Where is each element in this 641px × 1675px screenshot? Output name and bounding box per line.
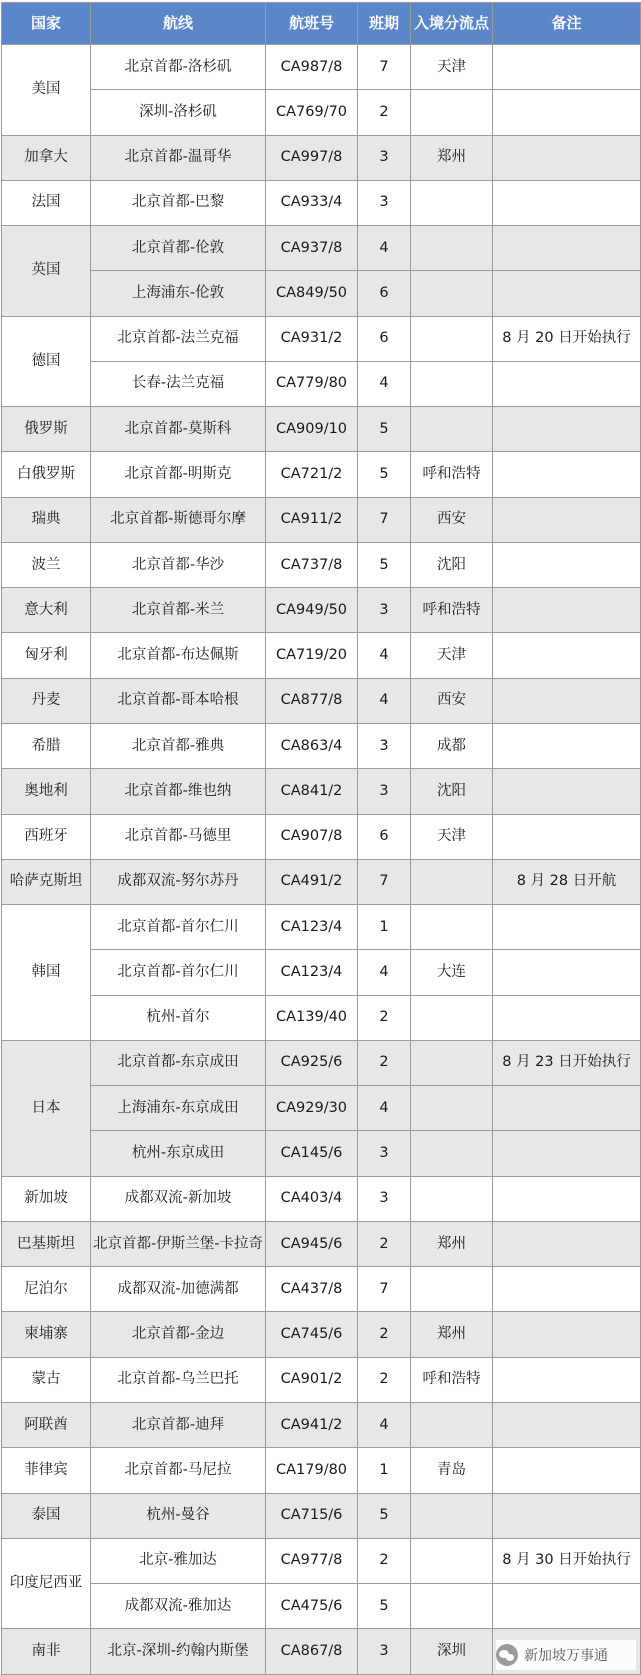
frequency-cell: 6	[358, 814, 411, 859]
table-row	[2, 407, 641, 452]
remark-cell	[493, 271, 641, 316]
frequency-cell: 3	[358, 180, 411, 225]
frequency-cell: 1	[358, 905, 411, 950]
remark-cell	[493, 1402, 641, 1447]
remark-cell	[493, 180, 641, 225]
entry-point-cell: 天津	[411, 45, 493, 90]
country-cell: 西班牙	[2, 814, 91, 859]
route-cell: 杭州-曼谷	[91, 1493, 266, 1538]
remark-cell	[493, 497, 641, 542]
flight-number-cell: CA909/10	[266, 407, 358, 452]
entry-point-cell: 呼和浩特	[411, 452, 493, 497]
route-cell: 杭州-首尔	[91, 995, 266, 1040]
table-row	[2, 452, 641, 497]
table-row	[2, 1357, 641, 1402]
entry-point-cell: 成都	[411, 723, 493, 768]
country-cell: 蒙古	[2, 1357, 91, 1402]
country-cell: 南非	[2, 1629, 91, 1674]
remark-cell	[493, 1086, 641, 1131]
route-cell: 北京首都-洛杉矶	[91, 45, 266, 90]
entry-point-cell: 青岛	[411, 1448, 493, 1493]
entry-point-cell	[411, 1493, 493, 1538]
entry-point-cell: 天津	[411, 814, 493, 859]
header-remark: 备注	[493, 3, 641, 45]
entry-point-cell	[411, 859, 493, 904]
watermark-text: 新加坡万事通	[524, 1648, 608, 1664]
frequency-cell: 3	[358, 1176, 411, 1221]
flight-number-cell: CA491/2	[266, 859, 358, 904]
flight-number-cell: CA841/2	[266, 769, 358, 814]
header-route: 航线	[91, 3, 266, 45]
table-row	[2, 769, 641, 814]
frequency-cell: 4	[358, 1402, 411, 1447]
entry-point-cell	[411, 407, 493, 452]
remark-cell	[493, 542, 641, 587]
route-cell: 北京首都-乌兰巴托	[91, 1357, 266, 1402]
table-row	[2, 1221, 641, 1266]
frequency-cell: 3	[358, 135, 411, 180]
country-cell: 日本	[2, 1040, 91, 1176]
table-row	[2, 1312, 641, 1357]
table-row	[2, 542, 641, 587]
remark-cell: 8 月 23 日开始执行	[493, 1040, 641, 1085]
country-cell: 白俄罗斯	[2, 452, 91, 497]
table-row	[2, 995, 641, 1040]
flight-number-cell: CA745/6	[266, 1312, 358, 1357]
table-row	[2, 814, 641, 859]
table-row	[2, 1086, 641, 1131]
frequency-cell: 3	[358, 723, 411, 768]
remark-cell	[493, 226, 641, 271]
remark-cell	[493, 950, 641, 995]
route-cell: 北京首都-温哥华	[91, 135, 266, 180]
route-cell: 北京首都-首尔仁川	[91, 950, 266, 995]
frequency-cell: 3	[358, 769, 411, 814]
frequency-cell: 4	[358, 226, 411, 271]
frequency-cell: 5	[358, 1493, 411, 1538]
country-cell: 柬埔寨	[2, 1312, 91, 1357]
flight-number-cell: CA911/2	[266, 497, 358, 542]
table-row	[2, 588, 641, 633]
flight-number-cell: CA901/2	[266, 1357, 358, 1402]
country-cell: 丹麦	[2, 678, 91, 723]
remark-cell	[493, 588, 641, 633]
country-cell: 菲律宾	[2, 1448, 91, 1493]
flight-number-cell: CA123/4	[266, 905, 358, 950]
entry-point-cell	[411, 1538, 493, 1583]
country-cell: 泰国	[2, 1493, 91, 1538]
frequency-cell: 2	[358, 90, 411, 135]
table-row	[2, 1448, 641, 1493]
table-row	[2, 1493, 641, 1538]
flight-number-cell: CA949/50	[266, 588, 358, 633]
country-cell: 俄罗斯	[2, 407, 91, 452]
frequency-cell: 5	[358, 452, 411, 497]
frequency-cell: 7	[358, 497, 411, 542]
entry-point-cell	[411, 1584, 493, 1629]
frequency-cell: 4	[358, 633, 411, 678]
table-row	[2, 180, 641, 225]
country-cell: 阿联酋	[2, 1402, 91, 1447]
flight-number-cell: CA139/40	[266, 995, 358, 1040]
entry-point-cell	[411, 226, 493, 271]
route-cell: 北京首都-维也纳	[91, 769, 266, 814]
remark-cell: 8 月 30 日开始执行	[493, 1538, 641, 1583]
flight-number-cell: CA179/80	[266, 1448, 358, 1493]
country-cell: 意大利	[2, 588, 91, 633]
remark-cell	[493, 723, 641, 768]
entry-point-cell	[411, 1176, 493, 1221]
route-cell: 北京首都-马德里	[91, 814, 266, 859]
flight-number-cell: CA937/8	[266, 226, 358, 271]
flight-number-cell: CA145/6	[266, 1131, 358, 1176]
frequency-cell: 2	[358, 1312, 411, 1357]
remark-cell	[493, 678, 641, 723]
remark-cell	[493, 1267, 641, 1312]
route-cell: 北京首都-金边	[91, 1312, 266, 1357]
route-cell: 北京首都-法兰克福	[91, 316, 266, 361]
route-cell: 上海浦东-东京成田	[91, 1086, 266, 1131]
remark-cell	[493, 407, 641, 452]
flight-number-cell: CA877/8	[266, 678, 358, 723]
remark-cell	[493, 1221, 641, 1266]
frequency-cell: 4	[358, 361, 411, 406]
remark-cell	[493, 1312, 641, 1357]
entry-point-cell	[411, 180, 493, 225]
table-row	[2, 1267, 641, 1312]
frequency-cell: 5	[358, 407, 411, 452]
entry-point-cell: 西安	[411, 497, 493, 542]
frequency-cell: 4	[358, 950, 411, 995]
entry-point-cell: 呼和浩特	[411, 588, 493, 633]
entry-point-cell	[411, 905, 493, 950]
route-cell: 北京首都-马尼拉	[91, 1448, 266, 1493]
remark-cell	[493, 814, 641, 859]
entry-point-cell	[411, 1086, 493, 1131]
flight-number-cell: CA403/4	[266, 1176, 358, 1221]
table-row	[2, 226, 641, 271]
frequency-cell: 1	[358, 1448, 411, 1493]
header-flight-no: 航班号	[266, 3, 358, 45]
country-cell: 美国	[2, 45, 91, 136]
entry-point-cell: 西安	[411, 678, 493, 723]
route-cell: 上海浦东-伦敦	[91, 271, 266, 316]
frequency-cell: 5	[358, 542, 411, 587]
route-cell: 成都双流-加德满都	[91, 1267, 266, 1312]
entry-point-cell	[411, 1040, 493, 1085]
remark-cell	[493, 633, 641, 678]
table-row	[2, 316, 641, 361]
route-cell: 深圳-洛杉矶	[91, 90, 266, 135]
flight-number-cell: CA779/80	[266, 361, 358, 406]
frequency-cell: 2	[358, 1357, 411, 1402]
entry-point-cell: 郑州	[411, 1312, 493, 1357]
entry-point-cell: 沈阳	[411, 542, 493, 587]
remark-cell	[493, 1584, 641, 1629]
route-cell: 成都双流-努尔苏丹	[91, 859, 266, 904]
flight-number-cell: CA123/4	[266, 950, 358, 995]
country-cell: 加拿大	[2, 135, 91, 180]
country-cell: 希腊	[2, 723, 91, 768]
flight-number-cell: CA933/4	[266, 180, 358, 225]
route-cell: 北京首都-米兰	[91, 588, 266, 633]
frequency-cell: 3	[358, 588, 411, 633]
remark-cell	[493, 1448, 641, 1493]
watermark	[496, 1640, 636, 1670]
country-cell: 英国	[2, 226, 91, 317]
route-cell: 北京-雅加达	[91, 1538, 266, 1583]
table-row	[2, 950, 641, 995]
entry-point-cell: 郑州	[411, 135, 493, 180]
country-cell: 尼泊尔	[2, 1267, 91, 1312]
country-cell: 法国	[2, 180, 91, 225]
entry-point-cell	[411, 90, 493, 135]
entry-point-cell: 深圳	[411, 1629, 493, 1674]
table-row	[2, 361, 641, 406]
frequency-cell: 3	[358, 1629, 411, 1674]
table-row	[2, 723, 641, 768]
route-cell: 北京首都-伦敦	[91, 226, 266, 271]
table-row	[2, 90, 641, 135]
flight-number-cell: CA997/8	[266, 135, 358, 180]
flight-number-cell: CA849/50	[266, 271, 358, 316]
country-cell: 匈牙利	[2, 633, 91, 678]
country-cell: 韩国	[2, 905, 91, 1041]
country-cell: 德国	[2, 316, 91, 407]
header-country: 国家	[2, 3, 91, 45]
country-cell: 印度尼西亚	[2, 1538, 91, 1629]
table-row	[2, 859, 641, 904]
flight-number-cell: CA769/70	[266, 90, 358, 135]
header-entry-point: 入境分流点	[411, 3, 493, 45]
remark-cell	[493, 45, 641, 90]
table-row	[2, 1538, 641, 1583]
table-row	[2, 905, 641, 950]
flight-schedule-table	[1, 2, 641, 1675]
table-row	[2, 1584, 641, 1629]
route-cell: 北京首都-布达佩斯	[91, 633, 266, 678]
flight-number-cell: CA931/2	[266, 316, 358, 361]
remark-cell	[493, 452, 641, 497]
frequency-cell: 7	[358, 859, 411, 904]
flight-number-cell: CA907/8	[266, 814, 358, 859]
remark-cell	[493, 905, 641, 950]
flight-number-cell: CA737/8	[266, 542, 358, 587]
flight-number-cell: CA941/2	[266, 1402, 358, 1447]
entry-point-cell: 沈阳	[411, 769, 493, 814]
flight-number-cell: CA867/8	[266, 1629, 358, 1674]
entry-point-cell: 呼和浩特	[411, 1357, 493, 1402]
entry-point-cell	[411, 316, 493, 361]
entry-point-cell	[411, 1267, 493, 1312]
entry-point-cell	[411, 361, 493, 406]
route-cell: 杭州-东京成田	[91, 1131, 266, 1176]
route-cell: 北京首都-首尔仁川	[91, 905, 266, 950]
entry-point-cell	[411, 1402, 493, 1447]
frequency-cell: 2	[358, 1538, 411, 1583]
route-cell: 北京-深圳-约翰内斯堡	[91, 1629, 266, 1674]
frequency-cell: 6	[358, 316, 411, 361]
flight-number-cell: CA945/6	[266, 1221, 358, 1266]
remark-cell: 8 月 20 日开始执行	[493, 316, 641, 361]
entry-point-cell	[411, 1131, 493, 1176]
country-cell: 奥地利	[2, 769, 91, 814]
flight-number-cell: CA719/20	[266, 633, 358, 678]
country-cell: 巴基斯坦	[2, 1221, 91, 1266]
frequency-cell: 7	[358, 1267, 411, 1312]
entry-point-cell	[411, 271, 493, 316]
route-cell: 北京首都-明斯克	[91, 452, 266, 497]
entry-point-cell: 郑州	[411, 1221, 493, 1266]
table-row	[2, 271, 641, 316]
flight-number-cell: CA977/8	[266, 1538, 358, 1583]
remark-cell	[493, 90, 641, 135]
flight-number-cell: CA475/6	[266, 1584, 358, 1629]
remark-cell	[493, 1131, 641, 1176]
frequency-cell: 5	[358, 1584, 411, 1629]
remark-cell	[493, 1357, 641, 1402]
remark-cell: 8 月 28 日开航	[493, 859, 641, 904]
frequency-cell: 3	[358, 1131, 411, 1176]
remark-cell	[493, 995, 641, 1040]
route-cell: 北京首都-迪拜	[91, 1402, 266, 1447]
entry-point-cell: 大连	[411, 950, 493, 995]
route-cell: 北京首都-巴黎	[91, 180, 266, 225]
flight-number-cell: CA863/4	[266, 723, 358, 768]
flight-number-cell: CA925/6	[266, 1040, 358, 1085]
table-row	[2, 678, 641, 723]
remark-cell	[493, 135, 641, 180]
route-cell: 北京首都-华沙	[91, 542, 266, 587]
table-row	[2, 1040, 641, 1085]
wechat-icon	[496, 1644, 518, 1666]
flight-number-cell: CA437/8	[266, 1267, 358, 1312]
flight-number-cell: CA987/8	[266, 45, 358, 90]
frequency-cell: 4	[358, 678, 411, 723]
frequency-cell: 4	[358, 1086, 411, 1131]
table-row	[2, 1402, 641, 1447]
route-cell: 北京首都-莫斯科	[91, 407, 266, 452]
frequency-cell: 7	[358, 45, 411, 90]
route-cell: 长春-法兰克福	[91, 361, 266, 406]
remark-cell	[493, 361, 641, 406]
route-cell: 北京首都-雅典	[91, 723, 266, 768]
route-cell: 北京首都-东京成田	[91, 1040, 266, 1085]
entry-point-cell	[411, 995, 493, 1040]
table-row	[2, 1131, 641, 1176]
flight-number-cell: CA715/6	[266, 1493, 358, 1538]
remark-cell	[493, 1176, 641, 1221]
route-cell: 成都双流-雅加达	[91, 1584, 266, 1629]
route-cell: 北京首都-哥本哈根	[91, 678, 266, 723]
table-row	[2, 497, 641, 542]
frequency-cell: 2	[358, 1221, 411, 1266]
country-cell: 波兰	[2, 542, 91, 587]
remark-cell	[493, 1493, 641, 1538]
flight-number-cell: CA929/30	[266, 1086, 358, 1131]
flight-number-cell: CA721/2	[266, 452, 358, 497]
route-cell: 北京首都-斯德哥尔摩	[91, 497, 266, 542]
route-cell: 成都双流-新加坡	[91, 1176, 266, 1221]
country-cell: 新加坡	[2, 1176, 91, 1221]
table-row	[2, 633, 641, 678]
frequency-cell: 2	[358, 1040, 411, 1085]
frequency-cell: 2	[358, 995, 411, 1040]
entry-point-cell: 天津	[411, 633, 493, 678]
table-row	[2, 45, 641, 90]
route-cell: 北京首都-伊斯兰堡-卡拉奇	[91, 1221, 266, 1266]
table-row	[2, 1176, 641, 1221]
header-frequency: 班期	[358, 3, 411, 45]
remark-cell	[493, 769, 641, 814]
table-row	[2, 135, 641, 180]
country-cell: 瑞典	[2, 497, 91, 542]
table-header-row	[2, 3, 641, 45]
country-cell: 哈萨克斯坦	[2, 859, 91, 904]
frequency-cell: 6	[358, 271, 411, 316]
